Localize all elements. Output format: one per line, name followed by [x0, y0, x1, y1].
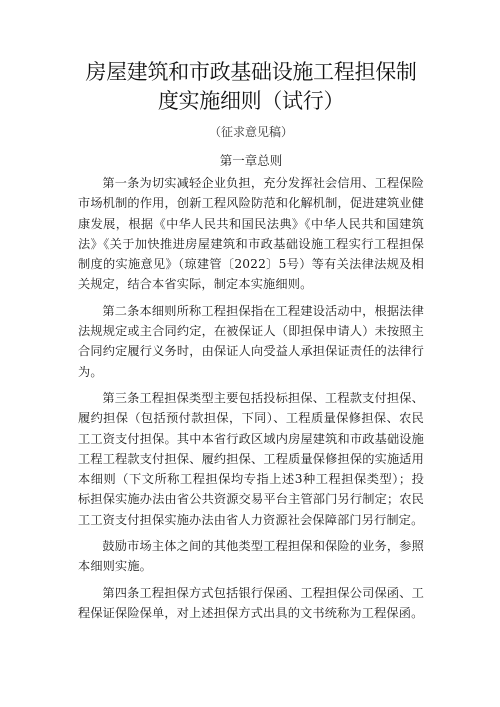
document-title — [78, 58, 424, 116]
article-1-paragraph: 第一条为切实减轻企业负担，充分发挥社会信用、工程保险市场机制的作用，创新工程风险防范和化解机制，促进建筑业健康发展，根据《中华人民共和国民法典》《中华人民共和国建筑法》《关于加快推进房屋建筑和市政基础设施工程实行工程担保制度的实施意见》（琼建管〔2022〕5号）等有关法律法规及相关规定，结合本省实际，制定本实施细则。 — [78, 176, 424, 292]
title-line-1: 房屋建筑和市政基础设施工程担保制 — [85, 60, 417, 84]
encouragement-paragraph: 鼓励市场主体之间的其他类型工程担保和保险的业务，参照本细则实施。 — [78, 539, 424, 574]
title-line-2: 度实施细则（试行） — [157, 89, 345, 113]
article-2-paragraph: 第二条本细则所称工程担保指在工程建设活动中，根据法律法规规定或主合同约定，在被保证人（即担保申请人）未按照主合同约定履行义务时，由保证人向受益人承担保证责任的法律行为。 — [78, 303, 424, 379]
document-page — [78, 58, 424, 629]
article-4-paragraph: 第四条工程担保方式包括银行保函、工程担保公司保函、工程保证保险保单，对上述担保方式出具的文书统称为工程保函。 — [78, 585, 424, 620]
draft-subtitle: （征求意见稿） — [208, 125, 293, 139]
article-3-paragraph: 第三条工程担保类型主要包括投标担保、工程款支付担保、履约担保（包括预付款担保，下同）、工程质量保修担保、农民工工资支付担保。其中本省行政区域内房屋建筑和市政基础设施工程工程款支付担保、履约担保、工程质量保修担保的实施适用本细则（下文所称工程担保均专指上述3种工程担保类型）；投标担保实施办法由省公共资源交易平台主管部门另行制定；农民工工资支付担保实施办法由省人力资源社会保障部门另行制定。 — [78, 390, 424, 527]
chapter-heading: 第一章总则 — [219, 153, 283, 168]
